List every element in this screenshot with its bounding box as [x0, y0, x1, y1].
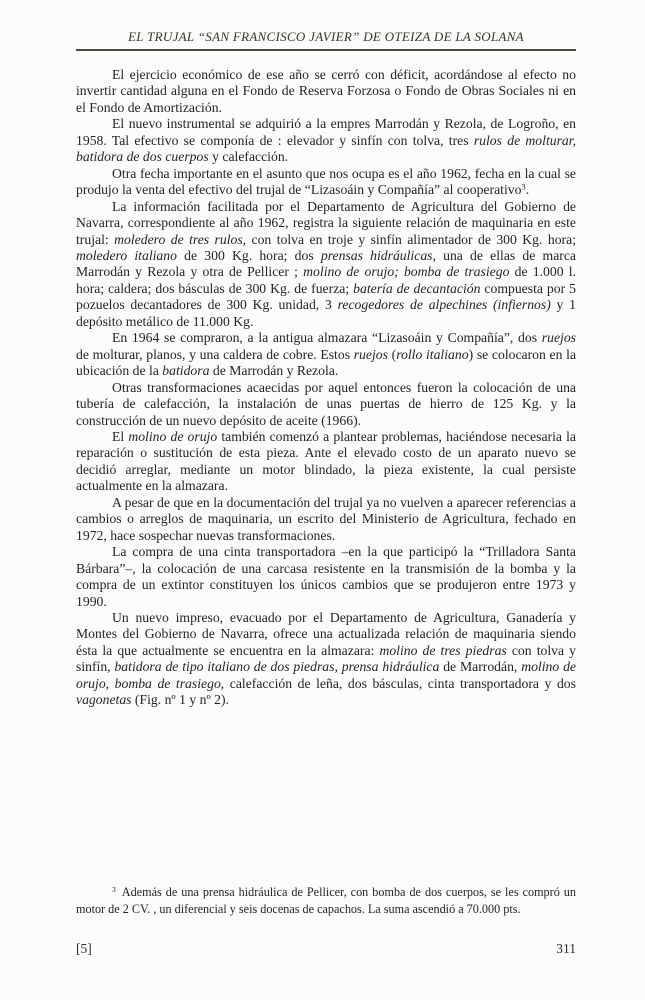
- paragraph: La información facilitada por el Departamento de Agricultura del Gobierno de Navarra, correspondiente al año 1962, registra la siguiente relación de maquinaria en este trujal: moledero de tres rulos, con tolva en troje y sinfín alimentador de 300 Kg. hora; moledero italiano de 300 Kg. hora; dos prensas hidráulicas, una de ellas de marca Marrodán y Rezola y otra de Pellicer ; molino de orujo; bomba de trasiego de 1.000 l. hora; caldera; dos básculas de 300 Kg. de fuerza; batería de decantación compuesta por 5 pozuelos decantadores de 300 Kg. unidad, 3 recogedores de alpechines (infiernos) y 1 depósito metálico de 11.000 Kg.: [76, 198, 577, 329]
- footnote-text: $^3$ Además de una prensa hidráulica de Pellicer, con bomba de dos cuerpos, se les compró un motor de 2 CV. , un diferencial y seis docenas de capachos. La suma ascendió a 70.000 pts.: [76, 884, 576, 916]
- paragraph: El molino de orujo también comenzó a plantear problemas, haciéndose necesaria la reparación o sustitución de esta pieza. Ante el elevado costo de un aparato nuevo se decidió arreglar, mediante un motor blindado, la pieza existente, la cual persiste actualmente en la almazara.: [76, 428, 576, 494]
- footnote: [76, 884, 576, 918]
- running-header: [76, 29, 576, 51]
- paragraph: Otra fecha importante en el asunto que nos ocupa es el año 1962, fecha en la cual se produjo la venta del efectivo del trujal de “Lizasoáin y Compañía” al cooperativo$^3$.: [76, 165, 576, 198]
- page-footer: [76, 941, 576, 957]
- header-rule: [76, 49, 576, 51]
- paragraph: El nuevo instrumental se adquirió a la empres Marrodán y Rezola, de Logroño, en 1958. Tal efectivo se componía de : elevador y sinfín con tolva, tres rulos de molturar, batidora de dos cuerpos y calefacción.: [76, 116, 576, 165]
- paragraph: Otras transformaciones acaecidas por aquel entonces fueron la colocación de una tubería de calefacción, la instalación de unas puertas de hierro de 125 Kg. y la construcción de un nuevo depósito de aceite (1966).: [76, 379, 576, 428]
- body-text: [76, 67, 576, 709]
- paragraph: A pesar de que en la documentación del trujal ya no vuelven a aparecer referencias a cambios o arreglos de maquinaria, un escrito del Ministerio de Agricultura, fechado en 1972, hace sospechar nuevas transformaciones.: [76, 494, 576, 543]
- paragraph: El ejercicio económico de ese año se cerró con déficit, acordándose al efecto no invertir cantidad alguna en el Fondo de Reserva Forzosa o Fondo de Obras Sociales ni en el Fondo de Amortización.: [76, 67, 576, 115]
- page-number: 311: [556, 941, 576, 956]
- sheet-number: [5]: [76, 941, 92, 956]
- running-header-title: EL TRUJAL “SAN FRANCISCO JAVIER” DE OTEIZA DE LA SOLANA: [128, 29, 524, 44]
- paragraph: Un nuevo impreso, evacuado por el Departamento de Agricultura, Ganadería y Montes del Gobierno de Navarra, ofrece una actualizada relación de maquinaria siendo ésta la que actualmente se encuentra en la almazara: molino de tres piedras con tolva y sinfín, batidora de tipo italiano de dos piedras, prensa hidráulica de Marrodán, molino de orujo, bomba de trasiego, calefacción de leña, dos básculas, cinta transportadora y dos vagonetas (Fig. nº 1 y nº 2).: [76, 609, 576, 708]
- paragraph: La compra de una cinta transportadora –en la que participó la “Trilladora Santa Bárbara”–, la colocación de una carcasa resistente en la transmisión de la bomba y la compra de un extintor constituyen los únicos cambios que se produjeron entre 1973 y 1990.: [76, 544, 576, 609]
- paragraph: En 1964 se compraron, a la antigua almazara “Lizasoáin y Compañía”, dos ruejos de molturar, planos, y una caldera de cobre. Estos ruejos (rollo italiano) se colocaron en la ubicación de la batidora de Marrodán y Rezola.: [76, 330, 577, 379]
